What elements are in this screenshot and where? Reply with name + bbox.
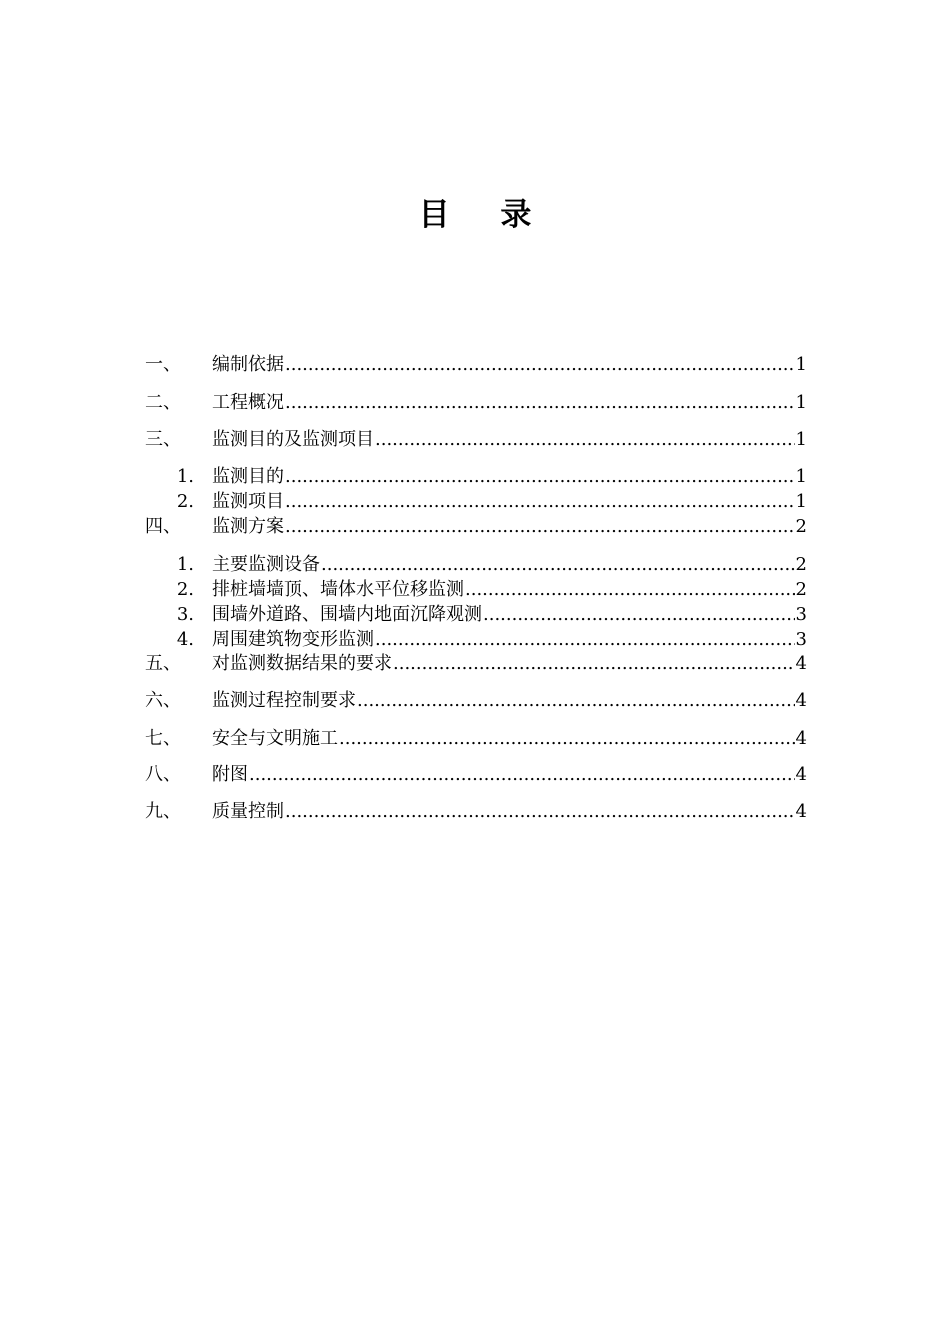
toc-entry-number: 九、 [145, 801, 181, 822]
toc-leader-dots [321, 553, 795, 577]
toc-entry-label: 监测过程控制要求 [212, 690, 356, 711]
toc-entry-page: 2 [795, 579, 807, 600]
toc-entry-number: 1. [176, 554, 194, 575]
toc-entry-page: 4 [795, 801, 807, 822]
toc-entry-page: 4 [795, 690, 807, 711]
toc-subentry[interactable] [145, 578, 807, 602]
toc-leader-dots [285, 391, 795, 415]
toc-leader-dots [339, 727, 795, 751]
toc-entry-page: 1 [795, 354, 807, 375]
toc-entry-number: 2. [176, 491, 194, 512]
toc-subentry[interactable] [145, 603, 807, 627]
toc-entry-page: 2 [795, 516, 807, 537]
toc-entry-label: 围墙外道路、围墙内地面沉降观测 [212, 604, 482, 625]
toc-entry-page: 3 [795, 629, 807, 650]
toc-subentry[interactable] [145, 628, 807, 652]
toc-leader-dots [285, 800, 795, 824]
table-of-contents [145, 0, 807, 1344]
toc-leader-dots [285, 353, 795, 377]
toc-entry-page: 2 [795, 554, 807, 575]
toc-entry[interactable] [145, 428, 807, 452]
toc-entry-number: 1. [176, 466, 194, 487]
toc-leader-dots [393, 652, 795, 676]
toc-entry-label: 周围建筑物变形监测 [212, 629, 374, 650]
toc-entry-label: 附图 [212, 764, 248, 785]
toc-entry-label: 监测项目 [212, 491, 284, 512]
toc-entry[interactable] [145, 353, 807, 377]
toc-entry[interactable] [145, 689, 807, 713]
toc-leader-dots [465, 578, 795, 602]
toc-entry-label: 排桩墙墙顶、墙体水平位移监测 [212, 579, 464, 600]
toc-entry-number: 四、 [145, 516, 181, 537]
toc-entry-page: 1 [795, 466, 807, 487]
toc-entry-page: 4 [795, 653, 807, 674]
toc-entry[interactable] [145, 391, 807, 415]
toc-leader-dots [249, 763, 795, 787]
toc-entry-number: 一、 [145, 354, 181, 375]
toc-entry-label: 主要监测设备 [212, 554, 320, 575]
toc-entry-number: 4. [176, 629, 194, 650]
toc-subentry[interactable] [145, 465, 807, 489]
toc-entry-number: 3. [176, 604, 194, 625]
toc-entry-label: 工程概况 [212, 392, 284, 413]
toc-leader-dots [375, 428, 795, 452]
toc-entry-label: 编制依据 [212, 354, 284, 375]
toc-entry-page: 1 [795, 392, 807, 413]
toc-entry-page: 3 [795, 604, 807, 625]
toc-entry-label: 安全与文明施工 [212, 728, 338, 749]
toc-entry-number: 六、 [145, 690, 181, 711]
toc-entry[interactable] [145, 800, 807, 824]
toc-entry-number: 三、 [145, 429, 181, 450]
toc-entry-page: 1 [795, 491, 807, 512]
toc-entry-number: 五、 [145, 653, 181, 674]
toc-entry-label: 监测目的及监测项目 [212, 429, 374, 450]
page-title: 目 录 [418, 197, 552, 233]
toc-entry[interactable] [145, 727, 807, 751]
toc-entry-page: 4 [795, 728, 807, 749]
toc-entry-number: 八、 [145, 764, 181, 785]
toc-subentry[interactable] [145, 553, 807, 577]
toc-entry-page: 4 [795, 764, 807, 785]
toc-entry-label: 质量控制 [212, 801, 284, 822]
toc-leader-dots [285, 515, 795, 539]
toc-entry-number: 2. [176, 579, 194, 600]
toc-leader-dots [483, 603, 795, 627]
toc-entry-page: 1 [795, 429, 807, 450]
toc-subentry[interactable] [145, 490, 807, 514]
toc-leader-dots [357, 689, 795, 713]
toc-leader-dots [375, 628, 795, 652]
toc-entry-number: 七、 [145, 728, 181, 749]
toc-entry[interactable] [145, 515, 807, 539]
toc-leader-dots [285, 490, 795, 514]
toc-entry[interactable] [145, 652, 807, 676]
toc-entry-label: 监测方案 [212, 516, 284, 537]
toc-entry-label: 对监测数据结果的要求 [212, 653, 392, 674]
toc-leader-dots [285, 465, 795, 489]
toc-entry[interactable] [145, 763, 807, 787]
toc-entry-number: 二、 [145, 392, 181, 413]
toc-entry-label: 监测目的 [212, 466, 284, 487]
